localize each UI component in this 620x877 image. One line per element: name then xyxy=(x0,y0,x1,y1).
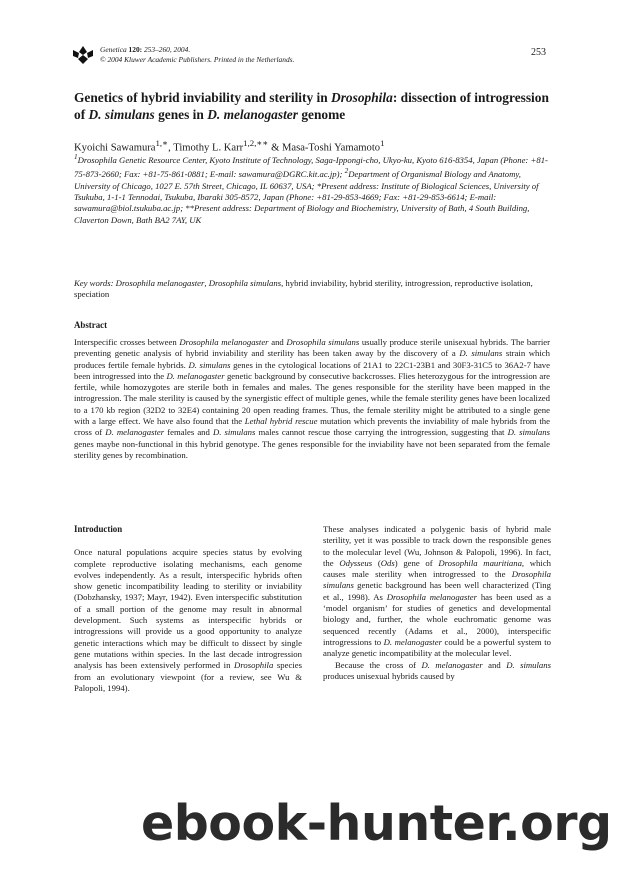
abstract-text: Interspecific crosses between Drosophila melanogaster and Drosophila simulans usually produce sterile unisexual hybrids. The barrier preventing genetic analysis of hybrid inviability and sterility has been taken away by the discovery of a D. simulans strain which produces fertile female hybrids. D. simulans genes in the cytological locations of 21A1 to 22C1-23B1 and 30F3-31C5 to 36A2-7 have been introgressed into the D. melanogaster genetic background by consecutive backcrosses. Flies heterozygous for the introgression are fertile, while homozygotes are sterile both in females and males. The genes responsible for the sterility have been mapped in the introgression. The male sterility is caused by the synergistic effect of multiple genes, while the female sterility genes have been localized to a 170 kb region (32D2 to 32E4) containing 20 open reading frames. Thus, the female sterility might be attributed to a single gene with a large effect. We have also found that the Lethal hybrid rescue mutation which prevents the inviability of male hybrids from the cross of D. melanogaster females and D. simulans males cannot rescue those carrying the introgression, suggesting that D. simulans genes maybe non-functional in this hybrid genotype. The genes responsible for the inviability have not been separated from the female sterility genes by recombination. xyxy=(74,337,551,460)
paper-title: Genetics of hybrid inviability and sterility in Drosophila: dissection of introgression of D. simulans genes in D. melanogaster genome xyxy=(74,90,549,122)
watermark: ebook-hunter.org xyxy=(141,795,612,852)
journal-pages: 253–260, 2004. xyxy=(143,45,191,54)
author-affiliations: $^1$Drosophila Genetic Resource Center, Kyoto Institute of Technology, Saga-Ippongi-cho, Ukyo-ku, Kyoto 616-8354, Japan (Phone: +81-75-873-2660; Fax: +81-75-861-0881; E-mail: sawamura@DGRC.kit.ac.jp); $^2$Department of Organismal Biology and Anatomy, University of Chicago, 1027 E. 57th Street, Chicago, IL 60637, USA; *Present address: Institute of Biological Sciences, University of Tsukuba, 1-1-1 Tennodai, Tsukuba, Ibaraki 305-8572, Japan (Phone: +81-29-853-4669; Fax: +81-29-853-6614; E-mail: sawamura@biol.tsukuba.ac.jp; **Present address: Department of Biology and Biochemistry, University of Bath, 4 South Building, Claverton Down, Bath BA2 7AY, UK xyxy=(74,153,548,225)
abstract-heading: Abstract xyxy=(74,320,108,330)
journal-citation xyxy=(100,45,294,65)
printed-line: Printed in the Netherlands. xyxy=(213,55,295,64)
right-paragraph-1: These analyses indicated a polygenic basis of hybrid male sterility, yet it was possible to track down the responsible genes to the molecular level (Wu, Johnson & Palopoli, 1996). In fact, the Odysseus (Ods) gene of Drosophila mauritiana, which causes male sterility when introgressed to the Drosophila simulans genetic background has been well characterized (Ting et al., 1998). As Drosophila melanogaster has been used as a ‘model organism’ for studies of genetics and developmental biology and, further, the whole euchromatic genome was sequenced recently (Adams et al., 2000), interspecific introgressions to D. melanogaster could be a powerful system to analyze genetic incompatibility at the molecular level. xyxy=(323,524,552,659)
journal-volume: 120: xyxy=(128,45,143,54)
introduction-paragraph: Once natural populations acquire species status by evolving complete reproductive isolating mechanisms, each genome evolves independently. As a result, interspecific hybrids often show genetic incompatibility leading to sterility or inviability (Dobzhansky, 1937; Mayr, 1942). Even interspecific substitution of a small portion of the genome may result in abnormal development. Such systems as interspecific hybrids or introgressions will provide us a good opportunity to analyze genetic interactions which may be difficult to dissect by single gene mutations within species. In the last decade introgression analysis has been extensively performed in Drosophila species from an evolutionary viewpoint (for a review, see Wu & Palopoli, 1994). xyxy=(74,547,302,693)
author-list: Kyoichi Sawamura$^{1,∗}$, Timothy L. Karr$^{1,2,∗∗}$ & Masa-Toshi Yamamoto$^1$ xyxy=(74,138,385,154)
keywords: Key words: Drosophila melanogaster, Drosophila simulans, hybrid inviability, hybrid sterility, introgression, reproductive isolation, speciation xyxy=(74,278,533,300)
introduction-heading: Introduction xyxy=(74,524,123,534)
left-column xyxy=(74,524,302,694)
right-paragraph-2: Because the cross of D. melanogaster and D. simulans produces unisexual hybrids caused by xyxy=(323,659,551,681)
page-number: 253 xyxy=(531,47,546,58)
copyright-line: © 2004 Kluwer Academic Publishers. xyxy=(100,55,213,64)
journal-name: Genetica xyxy=(100,45,127,54)
right-column xyxy=(323,524,551,682)
kluwer-logo-icon xyxy=(72,45,94,65)
